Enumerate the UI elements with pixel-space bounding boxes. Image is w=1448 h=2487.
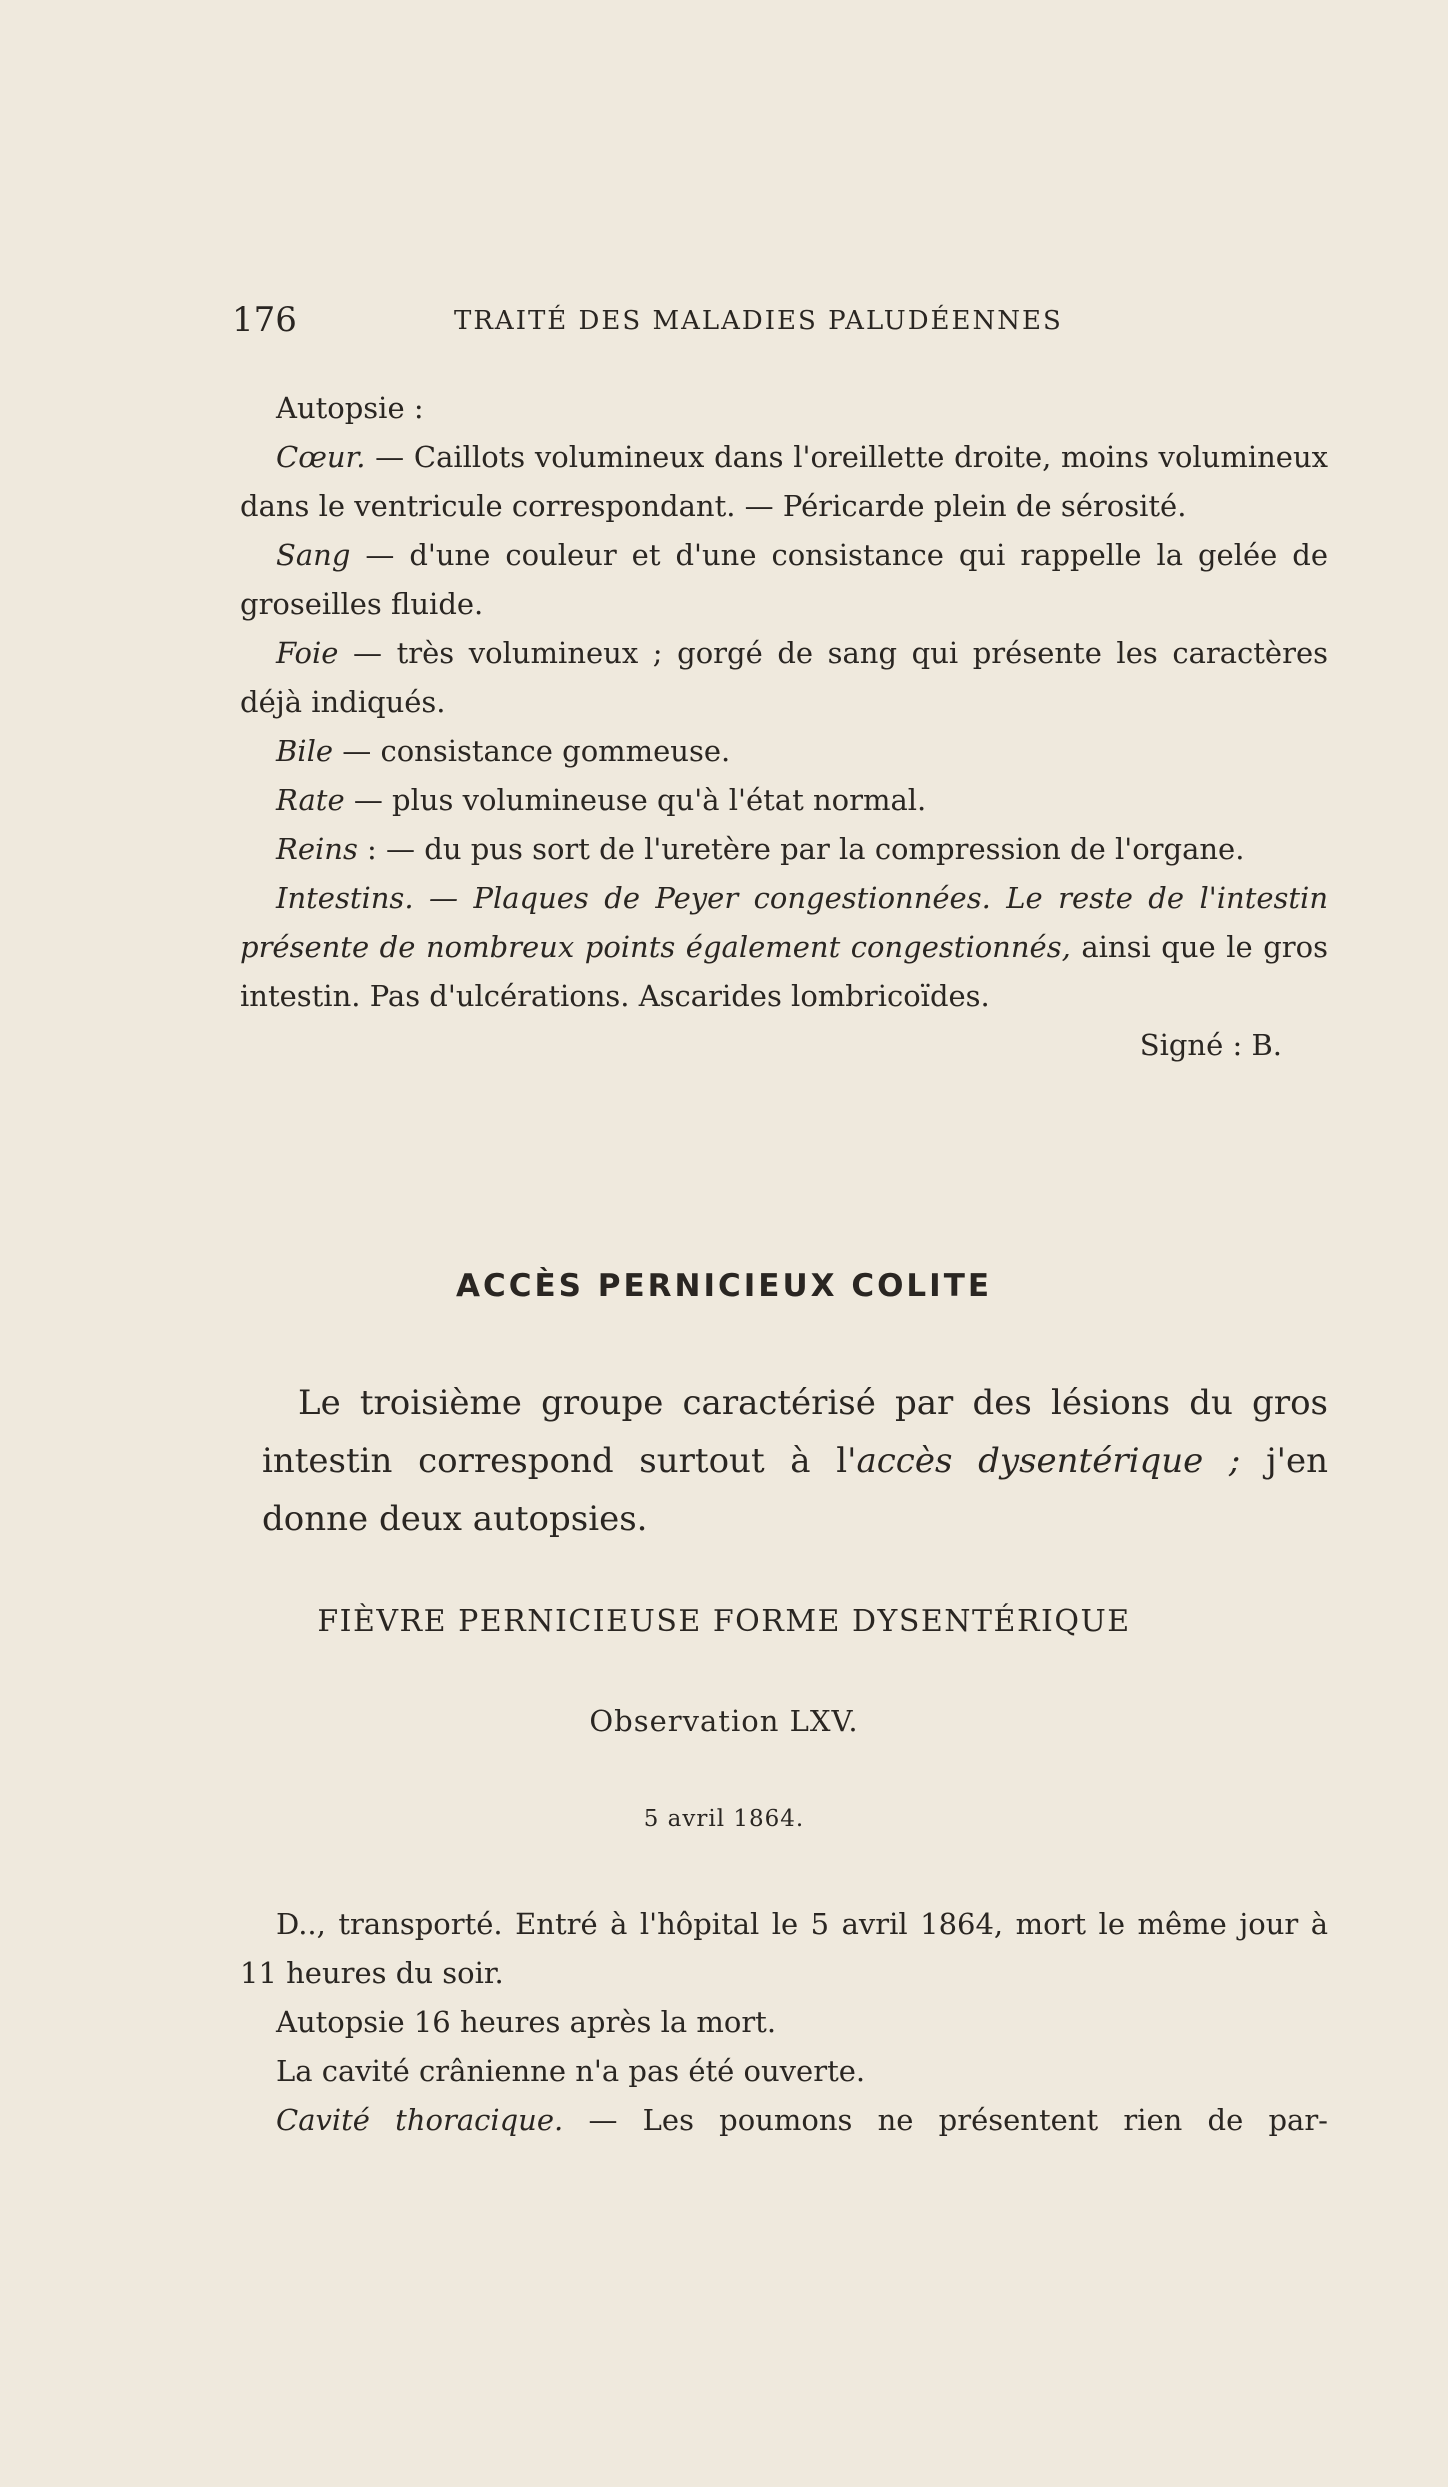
autopsy-report — [240, 384, 1328, 1070]
coeur-label: Cœur. — [276, 440, 366, 474]
intestins-paragraph — [240, 874, 1328, 1021]
rate-paragraph — [240, 776, 1328, 825]
reins-label: Reins — [276, 832, 358, 866]
case-thoracic — [240, 2096, 1328, 2145]
cavite-label: Cavité thoracique. — [276, 2103, 564, 2137]
signature: Signé : B. — [1139, 1028, 1282, 1062]
foie-text: — très volumineux ; gorgé de sang qui présente les caractères déjà indiqués. — [240, 636, 1328, 719]
sang-paragraph — [240, 531, 1328, 629]
sang-text: — d'une couleur et d'une consistance qui rappelle la gelée de groseilles fluide. — [240, 538, 1328, 621]
observation-title: Observation LXV. — [589, 1704, 859, 1738]
foie-label: Foie — [276, 636, 339, 670]
rate-text: — plus volumineuse qu'à l'état normal. — [344, 783, 927, 817]
reins-text: : — du pus sort de l'uretère par la compression de l'organe. — [357, 832, 1245, 866]
running-title: TRAITÉ DES MALADIES PALUDÉENNES — [454, 306, 1063, 336]
section-intro — [262, 1374, 1328, 1548]
observation-date: 5 avril 1864. — [643, 1806, 805, 1832]
cavite-text: — Les poumons ne présentent rien de par- — [563, 2103, 1328, 2137]
autopsy-heading: Autopsie : — [276, 391, 424, 425]
sang-label: Sang — [276, 538, 351, 572]
observation-subtitle: FIÈVRE PERNICIEUSE FORME DYSENTÉRIQUE — [317, 1604, 1131, 1639]
section-title: ACCÈS PERNICIEUX COLITE — [455, 1268, 993, 1304]
coeur-paragraph — [240, 433, 1328, 531]
page-header — [232, 300, 1334, 350]
rate-label: Rate — [276, 783, 345, 817]
intestins-italic: Intestins. — Plaques de Peyer congestionnées. Le reste de l'intestin présente de nombreux points également congestionnés, — [240, 881, 1328, 964]
case-autopsy-time: Autopsie 16 heures après la mort. — [276, 2005, 777, 2039]
bile-label: Bile — [276, 734, 334, 768]
bile-text: — consistance gommeuse. — [333, 734, 731, 768]
intro-italic: accès dysentérique ; — [856, 1441, 1241, 1481]
page-number: 176 — [232, 300, 297, 340]
case-report — [240, 1900, 1328, 2145]
case-intro: D.., transporté. Entré à l'hôpital le 5 avril 1864, mort le même jour à 11 heures du soir. — [240, 1907, 1328, 1990]
reins-paragraph — [240, 825, 1328, 874]
bile-paragraph — [240, 727, 1328, 776]
foie-paragraph — [240, 629, 1328, 727]
coeur-text: — Caillots volumineux dans l'oreillette droite, moins volumineux dans le ventricule correspondant. — Péricarde plein de sérosité. — [240, 440, 1328, 523]
case-cranial: La cavité crânienne n'a pas été ouverte. — [276, 2054, 866, 2088]
intro-text-2: j'en donne deux autopsies. — [262, 1441, 1328, 1539]
intestins-text: ainsi que le gros intestin. Pas d'ulcérations. Ascarides lombricoïdes. — [240, 930, 1328, 1013]
intro-paragraph — [262, 1374, 1328, 1548]
intro-text-1: Le troisième groupe caractérisé par des lésions du gros intestin correspond surtout à l' — [262, 1383, 1328, 1481]
